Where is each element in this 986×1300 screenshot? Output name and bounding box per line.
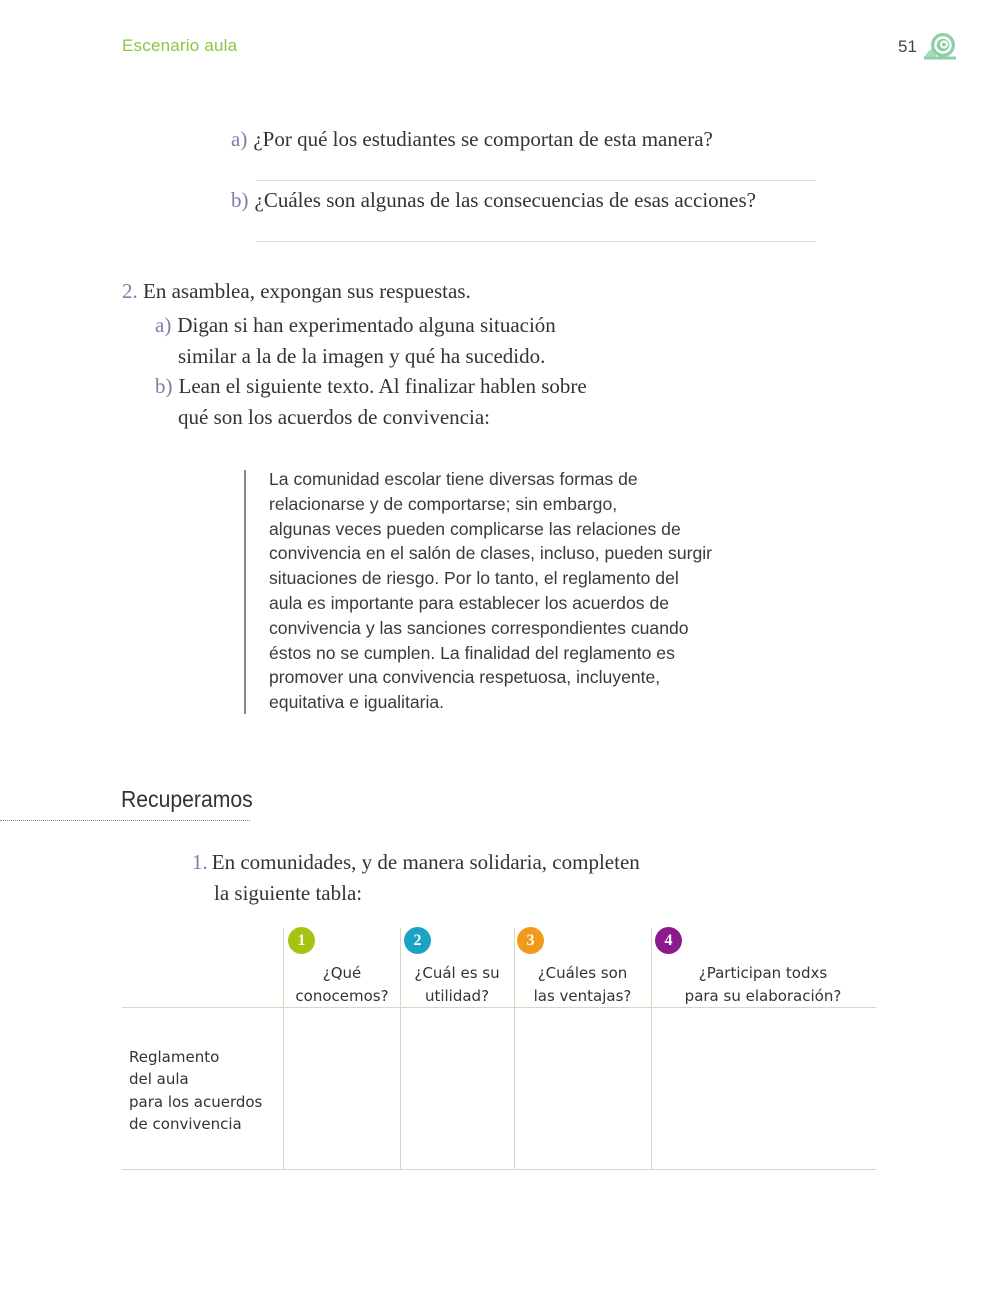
item-2-text: En asamblea, expongan sus respuestas.	[143, 279, 471, 303]
item-1	[192, 847, 640, 908]
item-1-line1: En comunidades, y de manera solidaria, completen	[211, 850, 640, 874]
item-2a-line1: Digan si han experimentado alguna situación	[177, 313, 556, 337]
answer-cell-2[interactable]	[401, 1008, 514, 1169]
quote-bar	[244, 470, 246, 714]
column-3-header-line2: las ventajas?	[533, 987, 632, 1005]
quote-text	[269, 467, 749, 715]
question-b-marker: b)	[231, 188, 249, 212]
column-4-header-line1: ¿Participan todxs	[698, 964, 828, 982]
quote-line: éstos no se cumplen. La finalidad del reglamento es	[269, 642, 675, 663]
item-2b-line2: qué son los acuerdos de convivencia:	[178, 404, 490, 429]
answer-line-a[interactable]	[256, 180, 816, 181]
column-2-header	[400, 962, 514, 1008]
item-1-line2: la siguiente tabla:	[214, 880, 363, 905]
row-label-line: del aula	[129, 1070, 189, 1089]
answer-cell-4[interactable]	[652, 1008, 876, 1169]
column-3-header-line1: ¿Cuáles son	[537, 964, 628, 982]
item-2a-marker: a)	[155, 313, 172, 337]
table-bottom-border	[122, 1169, 876, 1170]
section-title: Recuperamos	[121, 786, 253, 812]
quote-line: algunas veces pueden complicarse las relaciones de	[269, 518, 681, 539]
column-2-header-line2: utilidad?	[424, 987, 490, 1005]
quote-line: equitativa e igualitaria.	[269, 692, 445, 713]
quote-line: relacionarse y de comportarse; sin embargo,	[269, 493, 618, 514]
question-a-marker: a)	[231, 127, 248, 151]
column-4-header	[651, 962, 875, 1008]
question-b-text: ¿Cuáles son algunas de las consecuencias de esas acciones?	[254, 188, 756, 212]
column-2-header-line1: ¿Cuál es su	[414, 964, 500, 982]
page-number: 51	[898, 37, 917, 56]
item-2a-line2: similar a la de la imagen y qué ha sucedido.	[178, 343, 546, 368]
column-1-header-line2: conocemos?	[295, 987, 389, 1005]
column-1-header-line1: ¿Qué	[322, 964, 362, 982]
quote-line: aula es importante para establecer los acuerdos de	[269, 592, 670, 613]
item-2b	[155, 371, 587, 432]
quote-line: promover una convivencia respetuosa, incluyente,	[269, 667, 661, 688]
snail-logo-icon	[922, 30, 958, 62]
item-2	[122, 279, 471, 304]
question-a-text: ¿Por qué los estudiantes se comportan de esta manera?	[253, 127, 713, 151]
column-1-header	[284, 962, 400, 1008]
row-label-line: para los acuerdos	[129, 1092, 263, 1111]
item-2a	[155, 310, 556, 371]
item-1-number: 1.	[192, 850, 208, 874]
column-3-header	[514, 962, 651, 1008]
question-b	[231, 188, 756, 213]
quote-line: convivencia en el salón de clases, incluso, pueden surgir	[269, 543, 713, 564]
section-divider	[0, 820, 250, 821]
column-4-badge: 4	[655, 927, 682, 954]
row-label-line: de convivencia	[129, 1114, 242, 1133]
answer-cell-3[interactable]	[515, 1008, 651, 1169]
column-1-badge: 1	[288, 927, 315, 954]
quote-line: convivencia y las sanciones correspondientes cuando	[269, 617, 689, 638]
item-2b-line1: Lean el siguiente texto. Al finalizar hablen sobre	[178, 374, 587, 398]
quote-line: La comunidad escolar tiene diversas formas de	[269, 469, 638, 489]
running-header-title: Escenario aula	[122, 36, 238, 55]
column-4-header-line2: para su elaboración?	[684, 987, 842, 1005]
answer-cell-1[interactable]	[284, 1008, 400, 1169]
answer-line-b[interactable]	[256, 241, 816, 242]
row-label-line: Reglamento	[129, 1048, 220, 1066]
item-2b-marker: b)	[155, 374, 173, 398]
quote-line: situaciones de riesgo. Por lo tanto, el reglamento del	[269, 568, 679, 589]
row-label	[129, 1046, 262, 1135]
item-2-number: 2.	[122, 279, 138, 303]
column-2-badge: 2	[404, 927, 431, 954]
column-3-badge: 3	[517, 927, 544, 954]
question-a	[231, 127, 713, 152]
